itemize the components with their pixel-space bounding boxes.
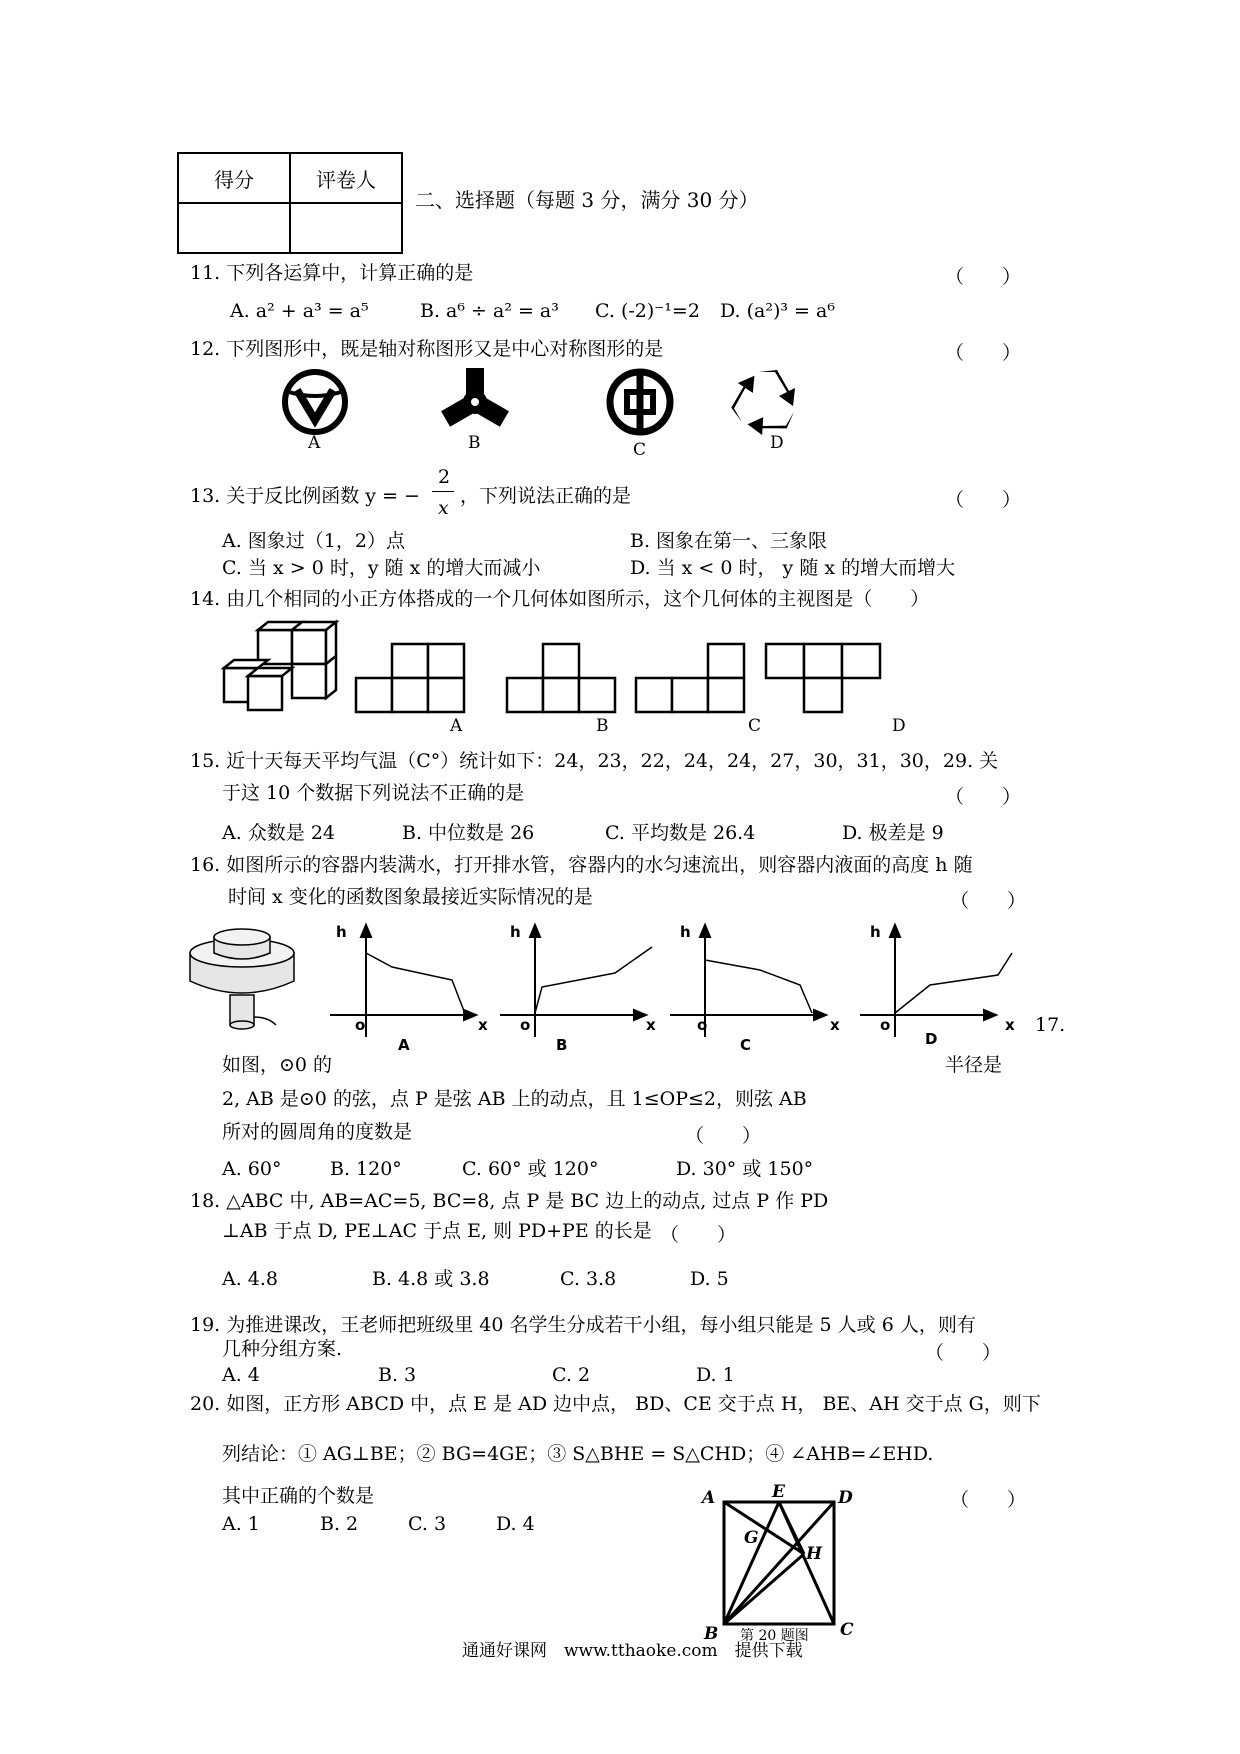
grader-header: 评卷人 xyxy=(290,153,402,203)
q17-line2: 2, AB 是⊙0 的弦，点 P 是弦 AB 上的动点，且 1≤OP≤2，则弦 AB xyxy=(222,1088,807,1110)
q14-view-options xyxy=(356,644,880,712)
q16-line1: 16. 如图所示的容器内装满水，打开排水管，容器内的水匀速流出，则容器内液面的高度 h 随 xyxy=(190,854,973,876)
q13-stem-post: ，下列说法正确的是 xyxy=(460,485,632,507)
q12-symbols xyxy=(270,362,830,462)
q13-option-c: C. 当 x > 0 时，y 随 x 的增大而减小 xyxy=(222,557,541,579)
q20-line3: 其中正确的个数是 xyxy=(222,1485,375,1507)
q12-label-a: A xyxy=(308,433,321,453)
q16-graph-c-o: o xyxy=(697,1016,708,1034)
q17-line1-a: 如图，⊙0 的 xyxy=(222,1054,333,1076)
q15-option-b: B. 中位数是 26 xyxy=(402,822,535,844)
q14-figures xyxy=(220,622,940,722)
q13-frac-num: 2 xyxy=(438,466,451,488)
q15-option-a: A. 众数是 24 xyxy=(222,822,336,844)
q18-option-b: B. 4.8 或 3.8 xyxy=(372,1268,490,1290)
q16-graph-d-h: h xyxy=(870,923,881,941)
q12-answer-paren: （ ） xyxy=(945,342,1022,364)
q17-option-d: D. 30° 或 150° xyxy=(676,1158,814,1180)
q11-answer-paren: （ ） xyxy=(945,266,1022,288)
q15-line1: 15. 近十天每天平均气温（C°）统计如下：24，23，22，24，24，27，30，31，30，29. 关 xyxy=(190,750,999,772)
grader-cell xyxy=(290,203,402,253)
q17-line1-b: 半径是 xyxy=(945,1054,1003,1076)
q13-frac-den: x xyxy=(438,497,449,519)
q17-option-c: C. 60° 或 120° xyxy=(462,1158,599,1180)
footer-source: 通通好课网 www.tthaoke.com 提供下载 xyxy=(462,1641,803,1661)
q13-option-b: B. 图象在第一、三象限 xyxy=(630,530,828,552)
symbol-d-icon xyxy=(722,370,795,444)
q13-frac-bar xyxy=(432,491,454,492)
q16-graph-b-label: B xyxy=(556,1036,568,1054)
q11-option-d: D. (a²)³ = a⁶ xyxy=(720,300,835,322)
q19-option-c: C. 2 xyxy=(552,1364,591,1386)
q16-graph-a-h: h xyxy=(336,923,347,941)
q13-answer-paren: （ ） xyxy=(945,489,1022,511)
q16-graph-a-label: A xyxy=(398,1036,410,1054)
score-table xyxy=(177,152,403,254)
q15-option-c: C. 平均数是 26.4 xyxy=(605,822,756,844)
q14-label-c: C xyxy=(748,716,762,736)
q18-line2: ⊥AB 于点 D, PE⊥AC 于点 E, 则 PD+PE 的长是 xyxy=(222,1220,652,1242)
q12-label-b: B xyxy=(468,433,481,453)
q16-graph-a-x: x xyxy=(478,1016,488,1034)
q16-container-figure xyxy=(188,925,308,1035)
score-cell xyxy=(178,203,290,253)
symbol-c-icon xyxy=(610,372,670,432)
q20-option-d: D. 4 xyxy=(496,1513,535,1535)
q20-option-a: A. 1 xyxy=(222,1513,260,1535)
q11-option-c: C. (-2)⁻¹=2 xyxy=(595,300,700,322)
q16-graph-b-o: o xyxy=(520,1016,531,1034)
q20-point-d: D xyxy=(838,1488,853,1508)
score-header: 得分 xyxy=(178,153,290,203)
q16-line2: 时间 x 变化的函数图象最接近实际情况的是 xyxy=(228,886,593,908)
q19-option-b: B. 3 xyxy=(378,1364,417,1386)
q11-option-a: A. a² + a³ = a⁵ xyxy=(230,300,369,322)
q20-option-c: C. 3 xyxy=(408,1513,447,1535)
q20-point-b: B xyxy=(704,1624,719,1644)
q16-graph-c-x: x xyxy=(830,1016,840,1034)
q16-graph-c-label: C xyxy=(740,1036,752,1054)
q20-line1: 20. 如图，正方形 ABCD 中，点 E 是 AD 边中点， BD、CE 交于点 H， BE、AH 交于点 G，则下 xyxy=(190,1393,1041,1415)
q13-stem-pre: 13. 关于反比例函数 y = − xyxy=(190,485,420,507)
q20-point-e: E xyxy=(772,1482,785,1502)
q20-point-c: C xyxy=(840,1620,854,1640)
q16-answer-paren: （ ） xyxy=(950,890,1027,912)
q14-label-a: A xyxy=(450,716,463,736)
q15-answer-paren: （ ） xyxy=(945,786,1022,808)
q16-graph-d-x: x xyxy=(1005,1016,1015,1034)
q11-option-b: B. a⁶ ÷ a² = a³ xyxy=(420,300,559,322)
q17-number: 17. xyxy=(1035,1014,1066,1036)
q17-option-a: A. 60° xyxy=(222,1158,282,1180)
q20-figure-caption: 第 20 题图 xyxy=(740,1628,809,1644)
q16-graphs xyxy=(330,925,1050,1055)
q16-graph-a-o: o xyxy=(355,1016,366,1034)
q14-label-d: D xyxy=(892,716,906,736)
q16-graph-d-label: D xyxy=(925,1030,938,1048)
q11-stem: 11. 下列各运算中，计算正确的是 xyxy=(190,262,474,284)
symbol-b-icon xyxy=(441,368,509,427)
q16-graph-b-x: x xyxy=(646,1016,656,1034)
q18-option-a: A. 4.8 xyxy=(222,1268,279,1290)
q13-option-a: A. 图象过（1，2）点 xyxy=(222,530,405,552)
q18-option-c: C. 3.8 xyxy=(560,1268,617,1290)
q12-label-d: D xyxy=(770,433,784,453)
q20-line2: 列结论：① AG⊥BE；② BG=4GE；③ S△BHE = S△CHD；④ ∠AHB=∠EHD. xyxy=(222,1443,934,1465)
q13-option-d: D. 当 x < 0 时， y 随 x 的增大而增大 xyxy=(630,557,956,579)
q17-option-b: B. 120° xyxy=(330,1158,402,1180)
q19-line2: 几种分组方案. xyxy=(222,1338,343,1360)
q18-line1: 18. △ABC 中, AB=AC=5, BC=8, 点 P 是 BC 边上的动点, 过点 P 作 PD xyxy=(190,1190,829,1212)
section-title: 二、选择题（每题 3 分，满分 30 分） xyxy=(415,188,759,212)
q20-point-h: H xyxy=(806,1544,823,1564)
q12-label-c: C xyxy=(633,440,647,460)
symbol-a-icon xyxy=(285,372,345,432)
q16-graph-b-h: h xyxy=(510,923,521,941)
q14-label-b: B xyxy=(596,716,609,736)
q16-graph-d-o: o xyxy=(880,1016,891,1034)
q20-point-a: A xyxy=(702,1488,716,1508)
q20-point-g: G xyxy=(744,1528,759,1548)
q17-answer-paren: （ ） xyxy=(685,1125,762,1147)
q15-option-d: D. 极差是 9 xyxy=(842,822,944,844)
q19-option-a: A. 4 xyxy=(222,1364,260,1386)
q14-stem: 14. 由几个相同的小正方体搭成的一个几何体如图所示，这个几何体的主视图是（ ） xyxy=(190,588,930,610)
q18-option-d: D. 5 xyxy=(690,1268,729,1290)
q20-answer-paren: （ ） xyxy=(950,1489,1027,1511)
q14-solid-figure xyxy=(224,622,336,710)
q19-line1: 19. 为推进课改，王老师把班级里 40 名学生分成若干小组，每小组只能是 5 人或 6 人，则有 xyxy=(190,1314,976,1336)
q17-line3: 所对的圆周角的度数是 xyxy=(222,1121,413,1143)
q20-option-b: B. 2 xyxy=(320,1513,359,1535)
q15-line2: 于这 10 个数据下列说法不正确的是 xyxy=(222,782,525,804)
q12-stem: 12. 下列图形中，既是轴对称图形又是中心对称图形的是 xyxy=(190,338,664,360)
q16-graph-c-h: h xyxy=(680,923,691,941)
q19-option-d: D. 1 xyxy=(696,1364,735,1386)
q18-answer-paren: （ ） xyxy=(660,1224,737,1246)
q19-answer-paren: （ ） xyxy=(925,1342,1002,1364)
